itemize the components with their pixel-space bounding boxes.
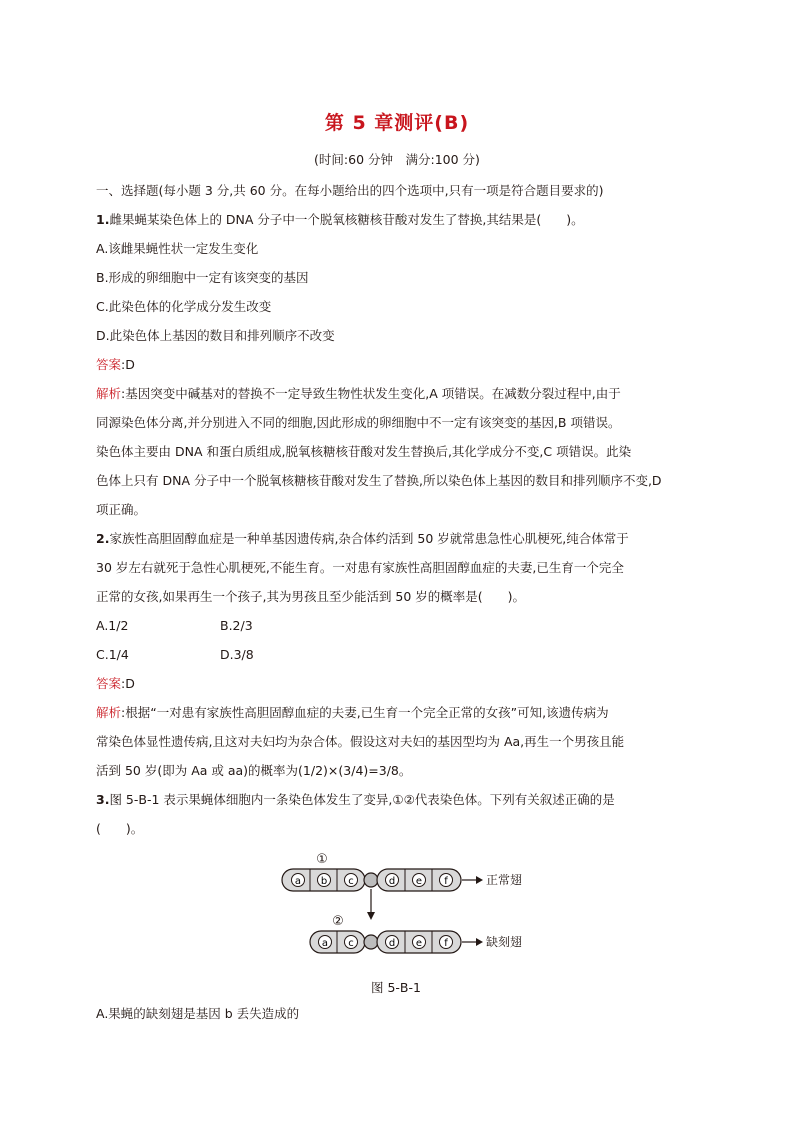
chrom1-genes-left <box>292 874 358 888</box>
gene-label: e <box>415 938 423 949</box>
question-2-stem <box>96 524 696 553</box>
q1-analysis-line: 项正确。 <box>96 502 147 517</box>
page-title: 第 5 章测评(B) <box>324 112 470 134</box>
arrow-right-icon <box>462 876 483 884</box>
q2-analysis-line: 活到 50 岁(即为 Aa 或 aa)的概率为(1/2)×(3/4)=3/8。 <box>96 763 412 778</box>
gene-label: a <box>321 938 329 949</box>
q2-option-a: A.1/2 <box>96 618 129 633</box>
gene-label: f <box>444 876 448 887</box>
chrom2-marker: ② <box>332 914 344 929</box>
arrow-right-icon <box>462 938 483 946</box>
question-3-stem <box>96 785 696 814</box>
analysis-label: 解析 <box>96 386 122 401</box>
q2-analysis-line <box>96 698 696 727</box>
question-2-stem-line: 30 岁左右就死于急性心肌梗死,不能生育。一对患有家族性高胆固醇血症的夫妻,已生育一个完全 <box>96 560 624 575</box>
chrom1-label: 正常翅 <box>486 873 523 887</box>
answer-label: 答案 <box>96 357 122 372</box>
chromosome-figure <box>96 849 696 999</box>
analysis-label: 解析 <box>96 705 122 720</box>
arrow-down-icon <box>367 889 375 920</box>
chrom1-marker: ① <box>316 852 328 867</box>
gene-label: b <box>320 876 328 887</box>
q1-option-b: B.形成的卵细胞中一定有该突变的基因 <box>96 270 309 285</box>
chrom1-centromere <box>364 873 378 887</box>
q1-option-c: C.此染色体的化学成分发生改变 <box>96 299 272 314</box>
q2-answer <box>96 669 696 698</box>
q2-option-c: C.1/4 <box>96 647 129 662</box>
answer-value: :D <box>121 357 135 372</box>
chromosome-diagram <box>96 849 696 973</box>
q2-option-b: B.2/3 <box>220 618 253 633</box>
q2-analysis-line: 常染色体显性遗传病,且这对夫妇均为杂合体。假设这对夫妇的基因型均为 Aa,再生一个男孩且能 <box>96 734 625 749</box>
question-number: 2. <box>96 531 110 546</box>
q1-analysis-line: 染色体主要由 DNA 和蛋白质组成,脱氧核糖核苷酸对发生替换后,其化学成分不变,C 项错误。此染 <box>96 444 632 459</box>
analysis-text: :基因突变中碱基对的替换不一定导致生物性状发生变化,A 项错误。在减数分裂过程中,由于 <box>121 386 621 401</box>
q2-options-row <box>96 640 696 669</box>
exam-content <box>96 176 696 1028</box>
gene-label: d <box>388 938 396 949</box>
question-3-stem-line: ( )。 <box>96 821 144 836</box>
q1-option-d: D.此染色体上基因的数目和排列顺序不改变 <box>96 328 335 343</box>
gene-label: c <box>348 876 354 887</box>
chrom2-label: 缺刻翅 <box>486 935 523 949</box>
figure-caption: 图 5-B-1 <box>371 980 421 995</box>
gene-label: f <box>444 938 448 949</box>
question-number: 3. <box>96 792 110 807</box>
q2-option-d: D.3/8 <box>220 647 254 662</box>
question-1-stem <box>96 205 696 234</box>
section-heading: 一、选择题(每小题 3 分,共 60 分。在每小题给出的四个选项中,只有一项是符合题目要求的) <box>96 183 604 198</box>
question-text: 家族性高胆固醇血症是一种单基因遗传病,杂合体约活到 50 岁就常患急性心肌梗死,纯合体常于 <box>109 531 629 546</box>
q3-option-a: A.果蝇的缺刻翅是基因 b 丢失造成的 <box>96 1006 300 1021</box>
q1-analysis-line: 色体上只有 DNA 分子中一个脱氧核糖核苷酸对发生了替换,所以染色体上基因的数目和排列顺序不变,D <box>96 473 662 488</box>
question-2-stem-line: 正常的女孩,如果再生一个孩子,其为男孩且至少能活到 50 岁的概率是( )。 <box>96 589 526 604</box>
analysis-text: :根据“一对患有家族性高胆固醇血症的夫妻,已生育一个完全正常的女孩”可知,该遗传病为 <box>121 705 609 720</box>
q1-analysis-line <box>96 379 696 408</box>
question-number: 1. <box>96 212 110 227</box>
answer-value: :D <box>121 676 135 691</box>
q1-option-a: A.该雌果蝇性状一定发生变化 <box>96 241 259 256</box>
answer-label: 答案 <box>96 676 122 691</box>
exam-meta: (时间:60 分钟 满分:100 分) <box>314 152 480 167</box>
q2-options-row <box>96 611 696 640</box>
q1-analysis-line: 同源染色体分离,并分别进入不同的细胞,因此形成的卵细胞中不一定有该突变的基因,B 项错误。 <box>96 415 621 430</box>
chrom2-genes-right <box>386 936 453 950</box>
q1-answer <box>96 350 696 379</box>
chrom2-centromere <box>364 935 378 949</box>
gene-label: d <box>388 876 396 887</box>
question-text: 图 5-B-1 表示果蝇体细胞内一条染色体发生了变异,①②代表染色体。下列有关叙述正确的是 <box>109 792 615 807</box>
gene-label: a <box>294 876 302 887</box>
gene-label: e <box>415 876 423 887</box>
chrom1-genes-right <box>386 874 453 888</box>
gene-label: c <box>348 938 354 949</box>
question-text: 雌果蝇某染色体上的 DNA 分子中一个脱氧核糖核苷酸对发生了替换,其结果是( )。 <box>109 212 584 227</box>
